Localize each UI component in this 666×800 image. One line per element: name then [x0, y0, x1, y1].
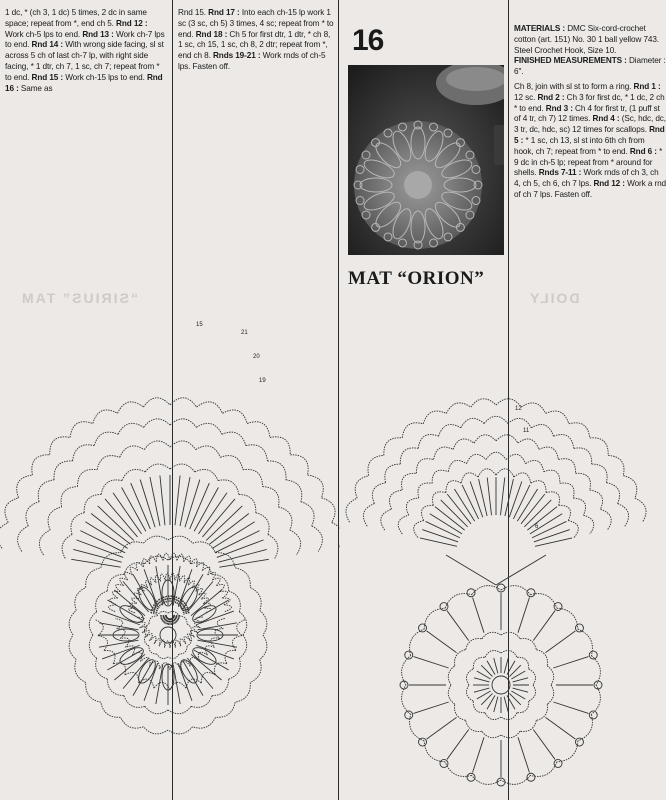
round-label: Rnd 2 :: [537, 92, 565, 102]
text-run: 12 sc.: [514, 92, 536, 102]
text-run: Work ch-5 lps to end.: [5, 29, 81, 39]
round-label: Rnd 1 :: [633, 81, 661, 91]
round-label: Rnds 19-21 :: [212, 51, 261, 61]
text-run: With wrong side facing, sl st across 5 ch of last ch-7 lp, with right side facing, * 1 dtr, ch 7, 1 sc, ch 7; repeat from * to end.: [5, 40, 164, 82]
text-run: Ch 4 for first tr, (1 puff st of 4 tr, ch 7) 12 times.: [514, 103, 660, 124]
round-number-label: 19: [259, 378, 266, 384]
round-label: Rnd 12 :: [116, 18, 148, 28]
round-label: Rnd 5 :: [514, 125, 665, 145]
round-number-label: 6: [535, 524, 539, 530]
text-run: Rnd 15.: [178, 8, 206, 17]
mat-title: MAT “ORION”: [348, 268, 485, 289]
page-number-fragment: [3, 786, 6, 800]
round-label: Rnd 13 :: [82, 29, 114, 39]
measurements-label: FINISHED MEASUREMENTS :: [514, 56, 627, 66]
show-through-heading: DOILY: [528, 290, 580, 306]
round-label: Rnd 17 :: [208, 8, 240, 17]
text-run: Same as: [18, 83, 53, 93]
text-run: Into each ch-15 lp work 1 sc (3 sc, ch 5) 3 times, 4 sc; repeat from * to end.: [178, 8, 334, 39]
text-run: Ch 3 for first dc, * 1 dc, 2 ch * to end.: [514, 92, 665, 113]
round-label: Rnd 18 :: [195, 29, 228, 39]
round-number-label: 11: [523, 428, 530, 434]
text-run: DMC Six-cord-crochet cotton (art. 151) No. 30 1 ball yellow 743. Steel Crochet Hook, Size 10.: [514, 24, 659, 55]
text-run: Diameter : 6".: [514, 56, 666, 77]
round-label: Rnds 7-11 :: [538, 168, 582, 178]
round-label: Rnd 4 :: [592, 114, 620, 124]
materials-label: MATERIALS :: [514, 24, 566, 33]
round-number-label: 21: [241, 330, 248, 336]
round-label: Rnd 16 :: [5, 72, 163, 93]
text-run: Work rnds of ch-5 lps. Fasten off.: [178, 51, 326, 71]
text-run: Work a rnd of ch 7 lps. Fasten off.: [514, 179, 666, 199]
pattern-number: 16: [352, 24, 384, 57]
round-label: Rnd 3 :: [545, 103, 573, 113]
round-label: Rnd 14 :: [31, 40, 64, 50]
text-run: 1 dc, * (ch 3, 1 dc) 5 times, 2 dc in same space; repeat from *, end ch 5.: [5, 8, 147, 28]
show-through-heading: “SIRIUS” TAM: [20, 290, 138, 306]
round-label: Rnd 15 :: [31, 72, 64, 82]
text-run: Work ch-7 lps to end.: [5, 29, 165, 50]
round-number-label: 12: [515, 406, 522, 412]
round-number-label: 15: [196, 322, 203, 328]
text-run: Ch 8, join with sl st to form a ring.: [514, 81, 632, 91]
text-run: * 9 dc in ch-5 lp; repeat from * around for shells.: [514, 146, 663, 178]
round-label: Rnd 12 :: [593, 179, 625, 189]
text-run: * 1 sc, ch 13, sl st into 6th ch from hook, ch 7; repeat from * to end.: [514, 135, 645, 156]
round-label: Rnd 6 :: [629, 146, 657, 156]
text-run: (Sc, hdc, dc, 3 tr, dc, hdc, sc) 12 times for scallops.: [514, 114, 666, 135]
text-run: Work rnds of ch 3, ch 4, ch 5, ch 6, ch 7 lps.: [514, 168, 659, 189]
round-number-label: 20: [253, 354, 260, 360]
text-run: Work ch-15 lps to end.: [63, 72, 145, 82]
text-run: Ch 5 for first dtr, 1 dtr, * ch 8, 1 sc, ch 15, 1 sc, ch 8, 2 dtr; repeat from *, end ch 8.: [178, 29, 331, 61]
